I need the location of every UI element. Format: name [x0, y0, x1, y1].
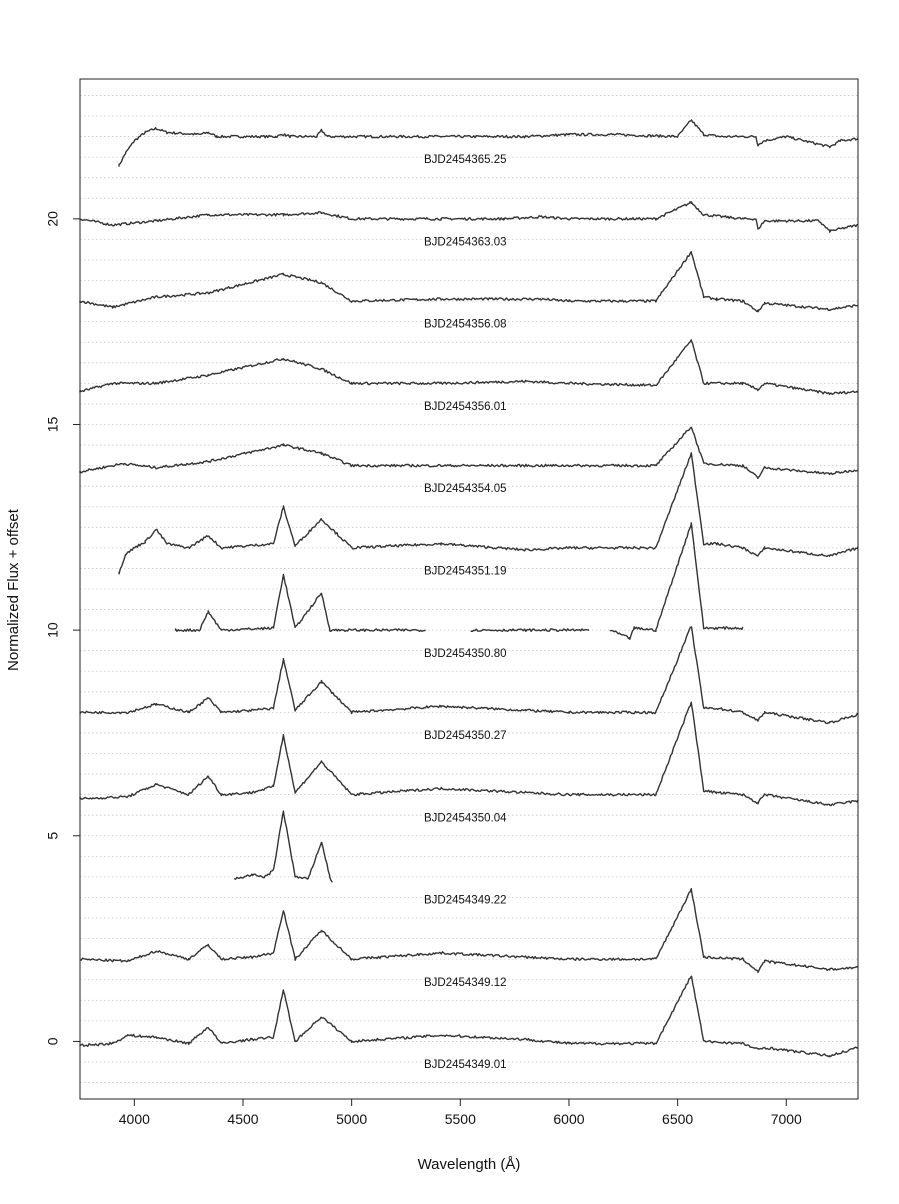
x-tick-label: 6000 — [553, 1111, 585, 1127]
spectrum-line — [80, 252, 858, 312]
spectrum-label: BJD2454363.03 — [424, 236, 507, 249]
spectrum-label: BJD2454350.27 — [424, 730, 507, 743]
spectrum-label: BJD2454349.22 — [424, 894, 507, 907]
spectrum-label: BJD2454349.12 — [424, 976, 507, 989]
spectrum-labels — [424, 154, 507, 1071]
x-tick-label: 5500 — [444, 1111, 476, 1127]
y-tick-label: 10 — [44, 622, 61, 638]
x-tick-label: 6500 — [662, 1111, 694, 1127]
spectrum-line — [176, 575, 426, 632]
x-tick-label: 4500 — [227, 1111, 259, 1127]
x-axis-title: Wavelength (Å) — [417, 1156, 521, 1173]
spectrum-label: BJD2454356.08 — [424, 318, 507, 331]
spectrum-line — [80, 427, 858, 478]
y-tick-label: 20 — [44, 211, 61, 227]
x-tick-label: 5000 — [336, 1111, 368, 1127]
y-axis-title: Normalized Flux + offset — [5, 509, 22, 671]
spectrum-line — [234, 811, 332, 882]
y-tick-label: 15 — [44, 416, 61, 433]
x-tick-label: 7000 — [770, 1111, 802, 1127]
spectra-series — [80, 120, 858, 1057]
spectrum-label: BJD2454356.01 — [424, 400, 507, 413]
spectrum-label: BJD2454365.25 — [424, 154, 507, 167]
y-tick-label: 0 — [44, 1037, 61, 1046]
spectrum-label: BJD2454350.80 — [424, 647, 507, 660]
spectrum-line — [610, 523, 743, 640]
spectrum-label: BJD2454351.19 — [424, 565, 507, 578]
spectrum-line — [471, 629, 588, 632]
spectrum-label: BJD2454350.04 — [424, 812, 507, 825]
x-tick-label: 4000 — [118, 1111, 150, 1127]
spectrum-line — [80, 340, 858, 395]
spectrum-label: BJD2454349.01 — [424, 1059, 507, 1072]
spectrum-line — [119, 453, 858, 574]
y-tick-label: 5 — [44, 831, 61, 840]
spectrum-line — [80, 627, 858, 724]
spectrum-line — [80, 202, 858, 232]
spectrum-label: BJD2454354.05 — [424, 483, 507, 496]
